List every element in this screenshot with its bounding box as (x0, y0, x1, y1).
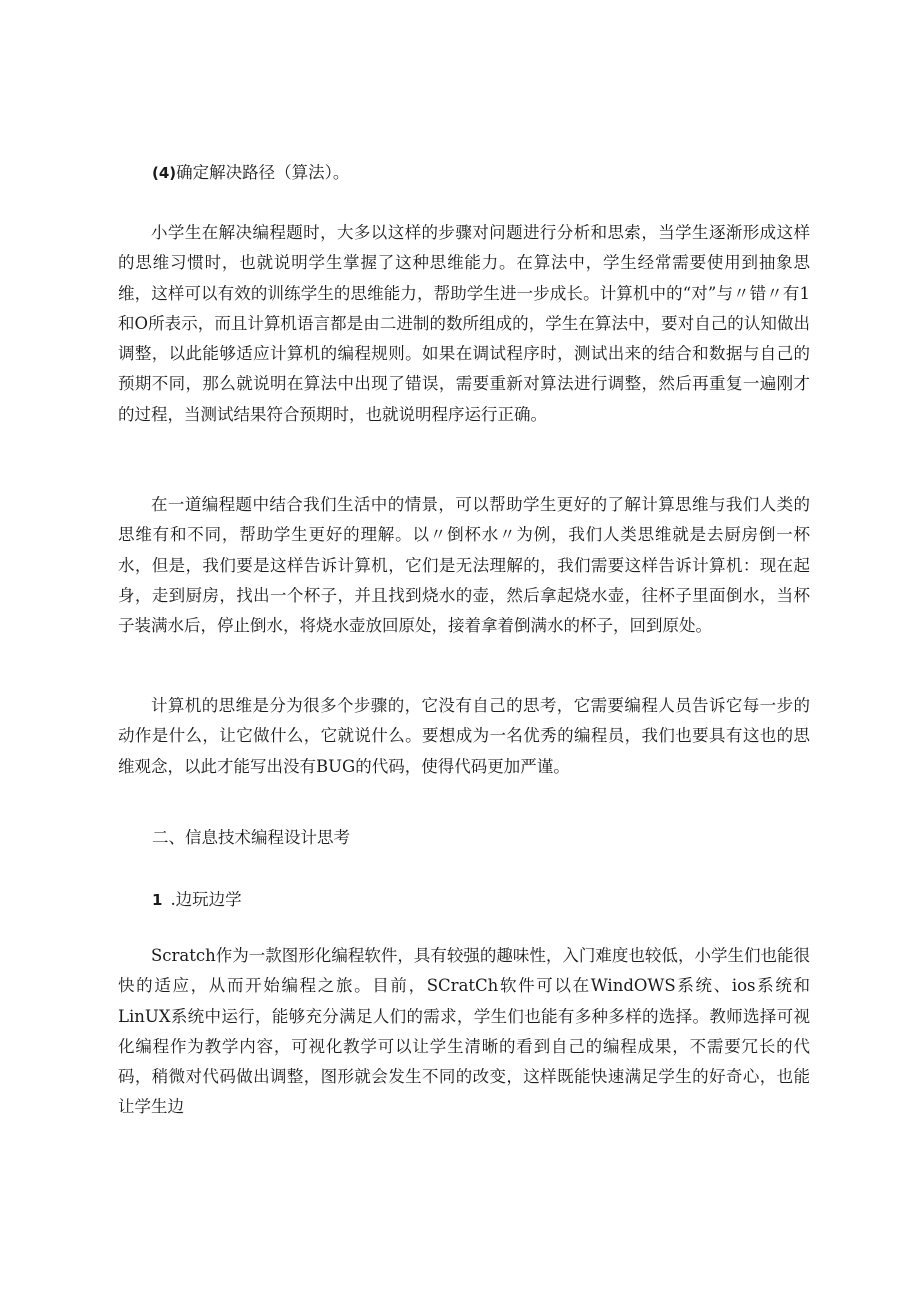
paragraph-scratch: Scratch作为一款图形化编程软件，具有较强的趣味性，入门难度也较低，小学生们也能很快的适应，从而开始编程之旅。目前，SCratCh软件可以在WindOWS系统、ios系统和LinUX系统中运行，能够充分满足人们的需求，学生们也能有多种多样的选择。教师选择可视化编程作为教学内容，可视化教学可以让学生清晰的看到自己的编程成果，不需要冗长的代码，稍微对代码做出调整，图形就会发生不同的改变，这样既能快速满足学生的好奇心，也能让学生边 (118, 946, 810, 1117)
paragraph-algorithm: 小学生在解决编程题时，大多以这样的步骤对问题进行分析和思索，当学生逐渐形成这样的思维习惯时，也就说明学生掌握了这种思维能力。在算法中，学生经常需要使用到抽象思维，这样可以有效的训练学生的思维能力，帮助学生进一步成长。计算机中的“对”与〃错〃有1和O所表示，而且计算机语言都是由二进制的数所组成的，学生在算法中，要对自己的认知做出调整，以此能够适应计算机的编程规则。如果在调试程序时，测试出来的结合和数据与自己的预期不同，那么就说明在算法中出现了错误，需要重新对算法进行调整，然后再重复一遍刚才的过程，当测试结果符合预期时，也就说明程序运行正确。 (118, 223, 810, 424)
step-text: 确定解决路径（算法）。 (176, 163, 350, 182)
subsection-text: .边玩边学 (170, 890, 242, 909)
subsection-heading (152, 885, 242, 915)
step-4-heading (152, 158, 349, 188)
section-heading: 二、信息技术编程设计思考 (152, 828, 350, 847)
subsection-number: 1 (152, 891, 163, 909)
paragraph-pour-water-example: 在一道编程题中结合我们生活中的情景，可以帮助学生更好的了解计算思维与我们人类的思维有和不同，帮助学生更好的理解。以〃倒杯水〃为例，我们人类思维就是去厨房倒一杯水，但是，我们要是这样告诉计算机，它们是无法理解的，我们需要这样告诉计算机：现在起身，走到厨房，找出一个杯子，并且找到烧水的壶，然后拿起烧水壶，往杯子里面倒水，当杯子装满水后，停止倒水，将烧水壶放回原处，接着拿着倒满水的杯子，回到原处。 (118, 495, 810, 636)
step-number: (4) (152, 164, 177, 182)
paragraph-computer-thinking: 计算机的思维是分为很多个步骤的，它没有自己的思考，它需要编程人员告诉它每一步的动作是什么，让它做什么，它就说什么。要想成为一名优秀的编程员，我们也要具有这也的思维观念，以此才能写出没有BUG的代码，使得代码更加严谨。 (118, 696, 810, 776)
